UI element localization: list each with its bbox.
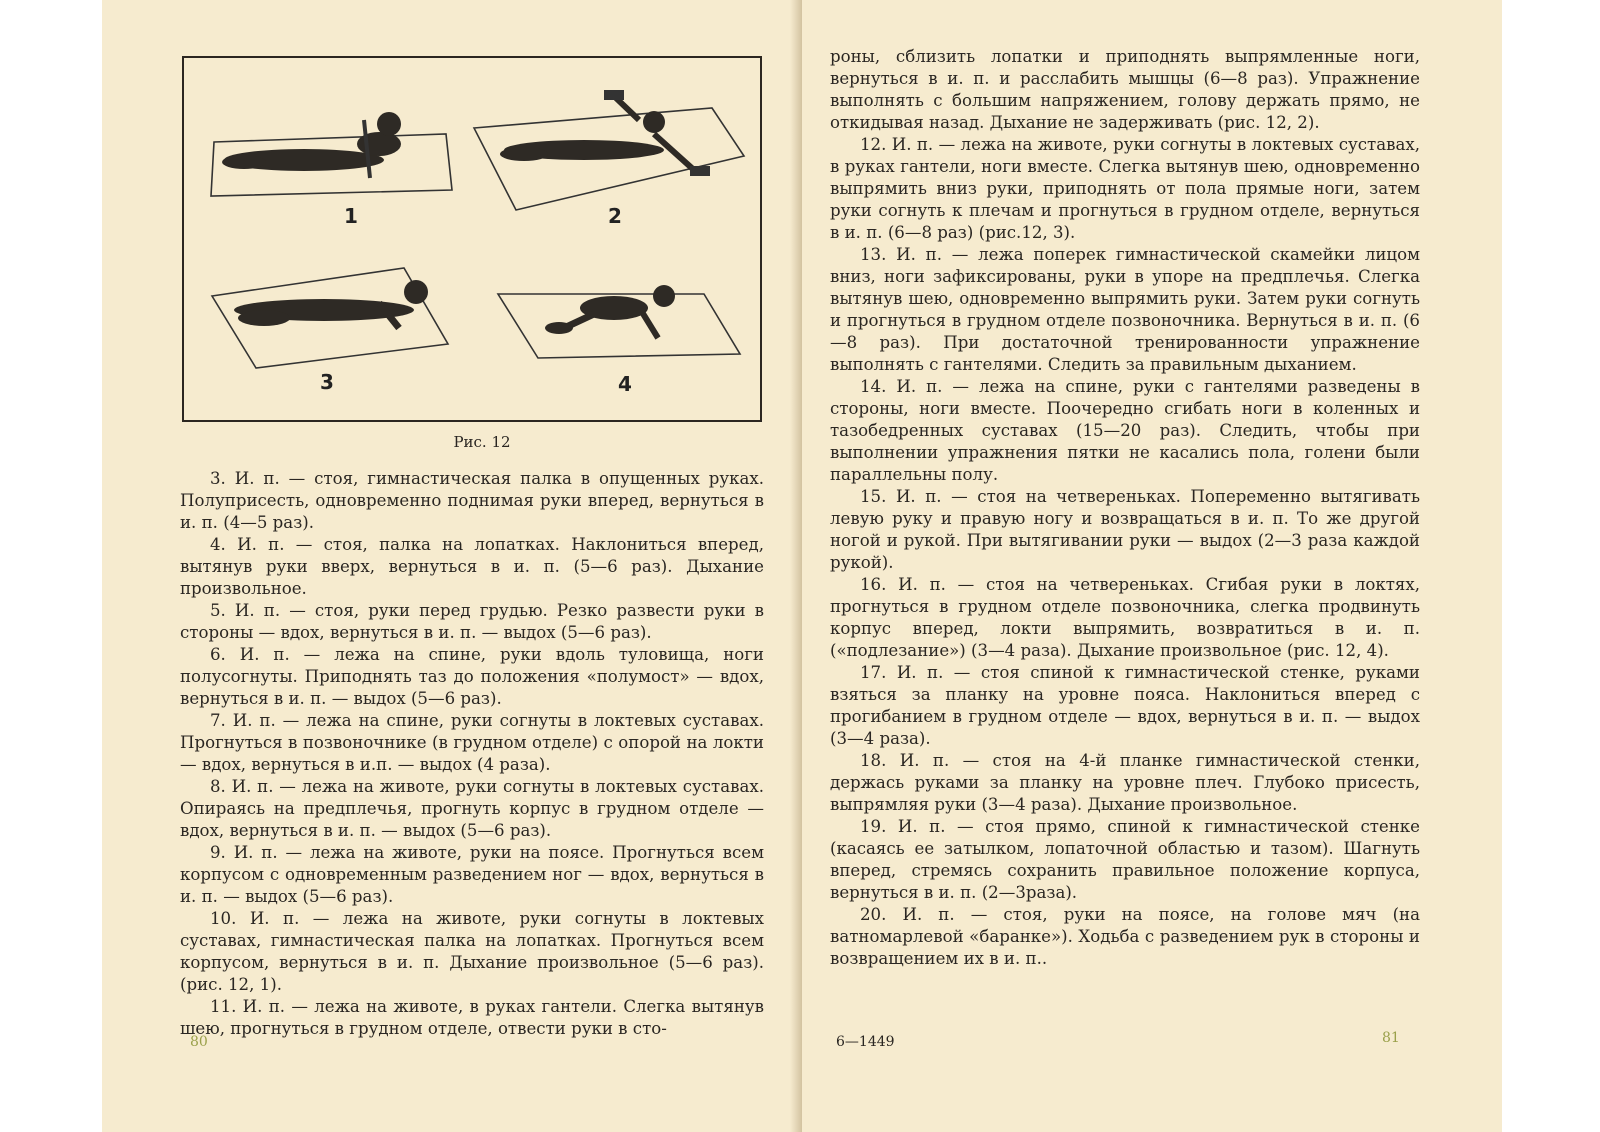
paragraph: 9. И. п. — лежа на животе, руки на поясе. Прогнуться всем корпусом с одновременным разведением ног — вдох, вернуться в и. п. — выдох (5—6 раз). — [180, 843, 764, 906]
figure-panel-number: 3 — [320, 370, 334, 394]
paragraph: 14. И. п. — лежа на спине, руки с гантелями разведены в стороны, ноги вместе. Поочередно сгибать ноги в коленных и тазобедренных суставах (15—20 раз). Следить, чтобы при выполнении упражнения пятки не касались пола, голени были параллельны полу. — [830, 377, 1420, 484]
right-page-body — [830, 46, 1420, 970]
printer-signature: 6—1449 — [836, 1034, 895, 1050]
figure-panel-number: 2 — [608, 204, 622, 228]
prone-figure-stick-icon — [211, 112, 452, 196]
paragraph: 4. И. п. — стоя, палка на лопатках. Наклониться вперед, вытянув руки вверх, вернуться в и. п. (5—6 раз). Дыхание произвольное. — [180, 535, 764, 598]
figure-12-frame — [182, 56, 762, 422]
figure-panel-number: 4 — [618, 372, 632, 396]
paragraph: 15. И. п. — стоя на четвереньках. Попеременно вытягивать левую руку и правую ногу и возвращаться в и. п. То же другой ногой и рукой. При вытягивании руки — выдох (2—3 раза каждой рукой). — [830, 487, 1420, 572]
paragraph: 8. И. п. — лежа на животе, руки согнуты в локтевых суставах. Опираясь на предплечья, прогнуть корпус в грудном отделе — вдох, вернуться в и. п. — выдох (5—6 раз). — [180, 777, 764, 840]
crawling-figure-icon — [498, 285, 740, 358]
right-page — [802, 0, 1502, 1132]
paragraph: 17. И. п. — стоя спиной к гимнастической стенке, руками взяться за планку на уровне пояса. Наклониться вперед с прогибанием в грудном отделе — вдох, вернуться в и. п. — выдох (3—4 раза). — [830, 663, 1420, 748]
figure-12-illustration — [184, 58, 760, 420]
page-number: 80 — [190, 1034, 208, 1050]
prone-figure-forearms-icon — [212, 268, 448, 368]
left-page — [102, 0, 802, 1132]
paragraph: 3. И. п. — стоя, гимнастическая палка в опущенных руках. Полуприсесть, одновременно поднимая руки вперед, вернуться в и. п. (4—5 раз). — [180, 469, 764, 532]
paragraph: 18. И. п. — стоя на 4-й планке гимнастической стенки, держась руками за планку на уровне плеч. Глубоко присесть, выпрямляя руки (3—4 раза). Дыхание произвольное. — [830, 751, 1420, 814]
paragraph: 7. И. п. — лежа на спине, руки согнуты в локтевых суставах. Прогнуться в позвоночнике (в грудном отделе) с опорой на локти — вдох, вернуться в и.п. — выдох (4 раза). — [180, 711, 764, 774]
paragraph: 16. И. п. — стоя на четвереньках. Сгибая руки в локтях, прогнуться в грудном отделе позвоночника, слегка продвинуть корпус вперед, локти выпрямить, возвратиться в и. п. («подлезание») (3—4 раза). Дыхание произвольное (рис. 12, 4). — [830, 575, 1420, 660]
paragraph: 19. И. п. — стоя прямо, спиной к гимнастической стенке (касаясь ее затылком, лопаточной областью и тазом). Шагнуть вперед, стремясь сохранить правильное положение корпуса, вернуться в и. п. (2—3раза). — [830, 817, 1420, 902]
paragraph: 13. И. п. — лежа поперек гимнастической скамейки лицом вниз, ноги зафиксированы, руки в упоре на предплечья. Слегка вытянув шею, одновременно выпрямить руки. Затем руки согнуть и прогнуться в грудном отделе позвоночника. Вернуться в и. п. (6—8 раз). При достаточной тренированности упражнение выполнять с гантелями. Следить за правильным дыханием. — [830, 245, 1420, 374]
paragraph: 12. И. п. — лежа на животе, руки согнуты в локтевых суставах, в руках гантели, ноги вместе. Слегка вытянув шею, одновременно выпрямить вниз руки, приподнять от пола прямые ноги, затем руки согнуть к плечам и прогнуться в грудном отделе, вернуться в и. п. (6—8 раз) (рис.12, 3). — [830, 135, 1420, 242]
figure-panel-number: 1 — [344, 204, 358, 228]
paragraph: 10. И. п. — лежа на животе, руки согнуты в локтевых суставах, гимнастическая палка на лопатках. Прогнуться всем корпусом, вернуться в и. п. Дыхание произвольное (5—6 раз). (рис. 12, 1). — [180, 909, 764, 994]
figure-caption: Рис. 12 — [453, 433, 511, 451]
prone-figure-dumbbells-icon — [474, 90, 744, 210]
paragraph: роны, сблизить лопатки и приподнять выпрямленные ноги, вернуться в и. п. и расслабить мышцы (6—8 раз). Упражнение выполнять с большим напряжением, голову держать прямо, не откидывая назад. Дыхание не задерживать (рис. 12, 2). — [830, 47, 1420, 132]
left-page-body — [180, 468, 764, 1040]
paragraph: 6. И. п. — лежа на спине, руки вдоль туловища, ноги полусогнуты. Приподнять таз до положения «полумост» — вдох, вернуться в и. п. — выдох (5—6 раз). — [180, 645, 764, 708]
paragraph: 20. И. п. — стоя, руки на поясе, на голове мяч (на ватномарлевой «баранке»). Ходьба с разведением рук в стороны и возвращением их в и. п.. — [830, 905, 1420, 968]
page-number: 81 — [1382, 1030, 1400, 1046]
paragraph: 11. И. п. — лежа на животе, в руках гантели. Слегка вытянув шею, прогнуться в грудном отделе, отвести руки в сто- — [180, 997, 764, 1038]
paragraph: 5. И. п. — стоя, руки перед грудью. Резко развести руки в стороны — вдох, вернуться в и. п. — выдох (5—6 раз). — [180, 601, 764, 642]
